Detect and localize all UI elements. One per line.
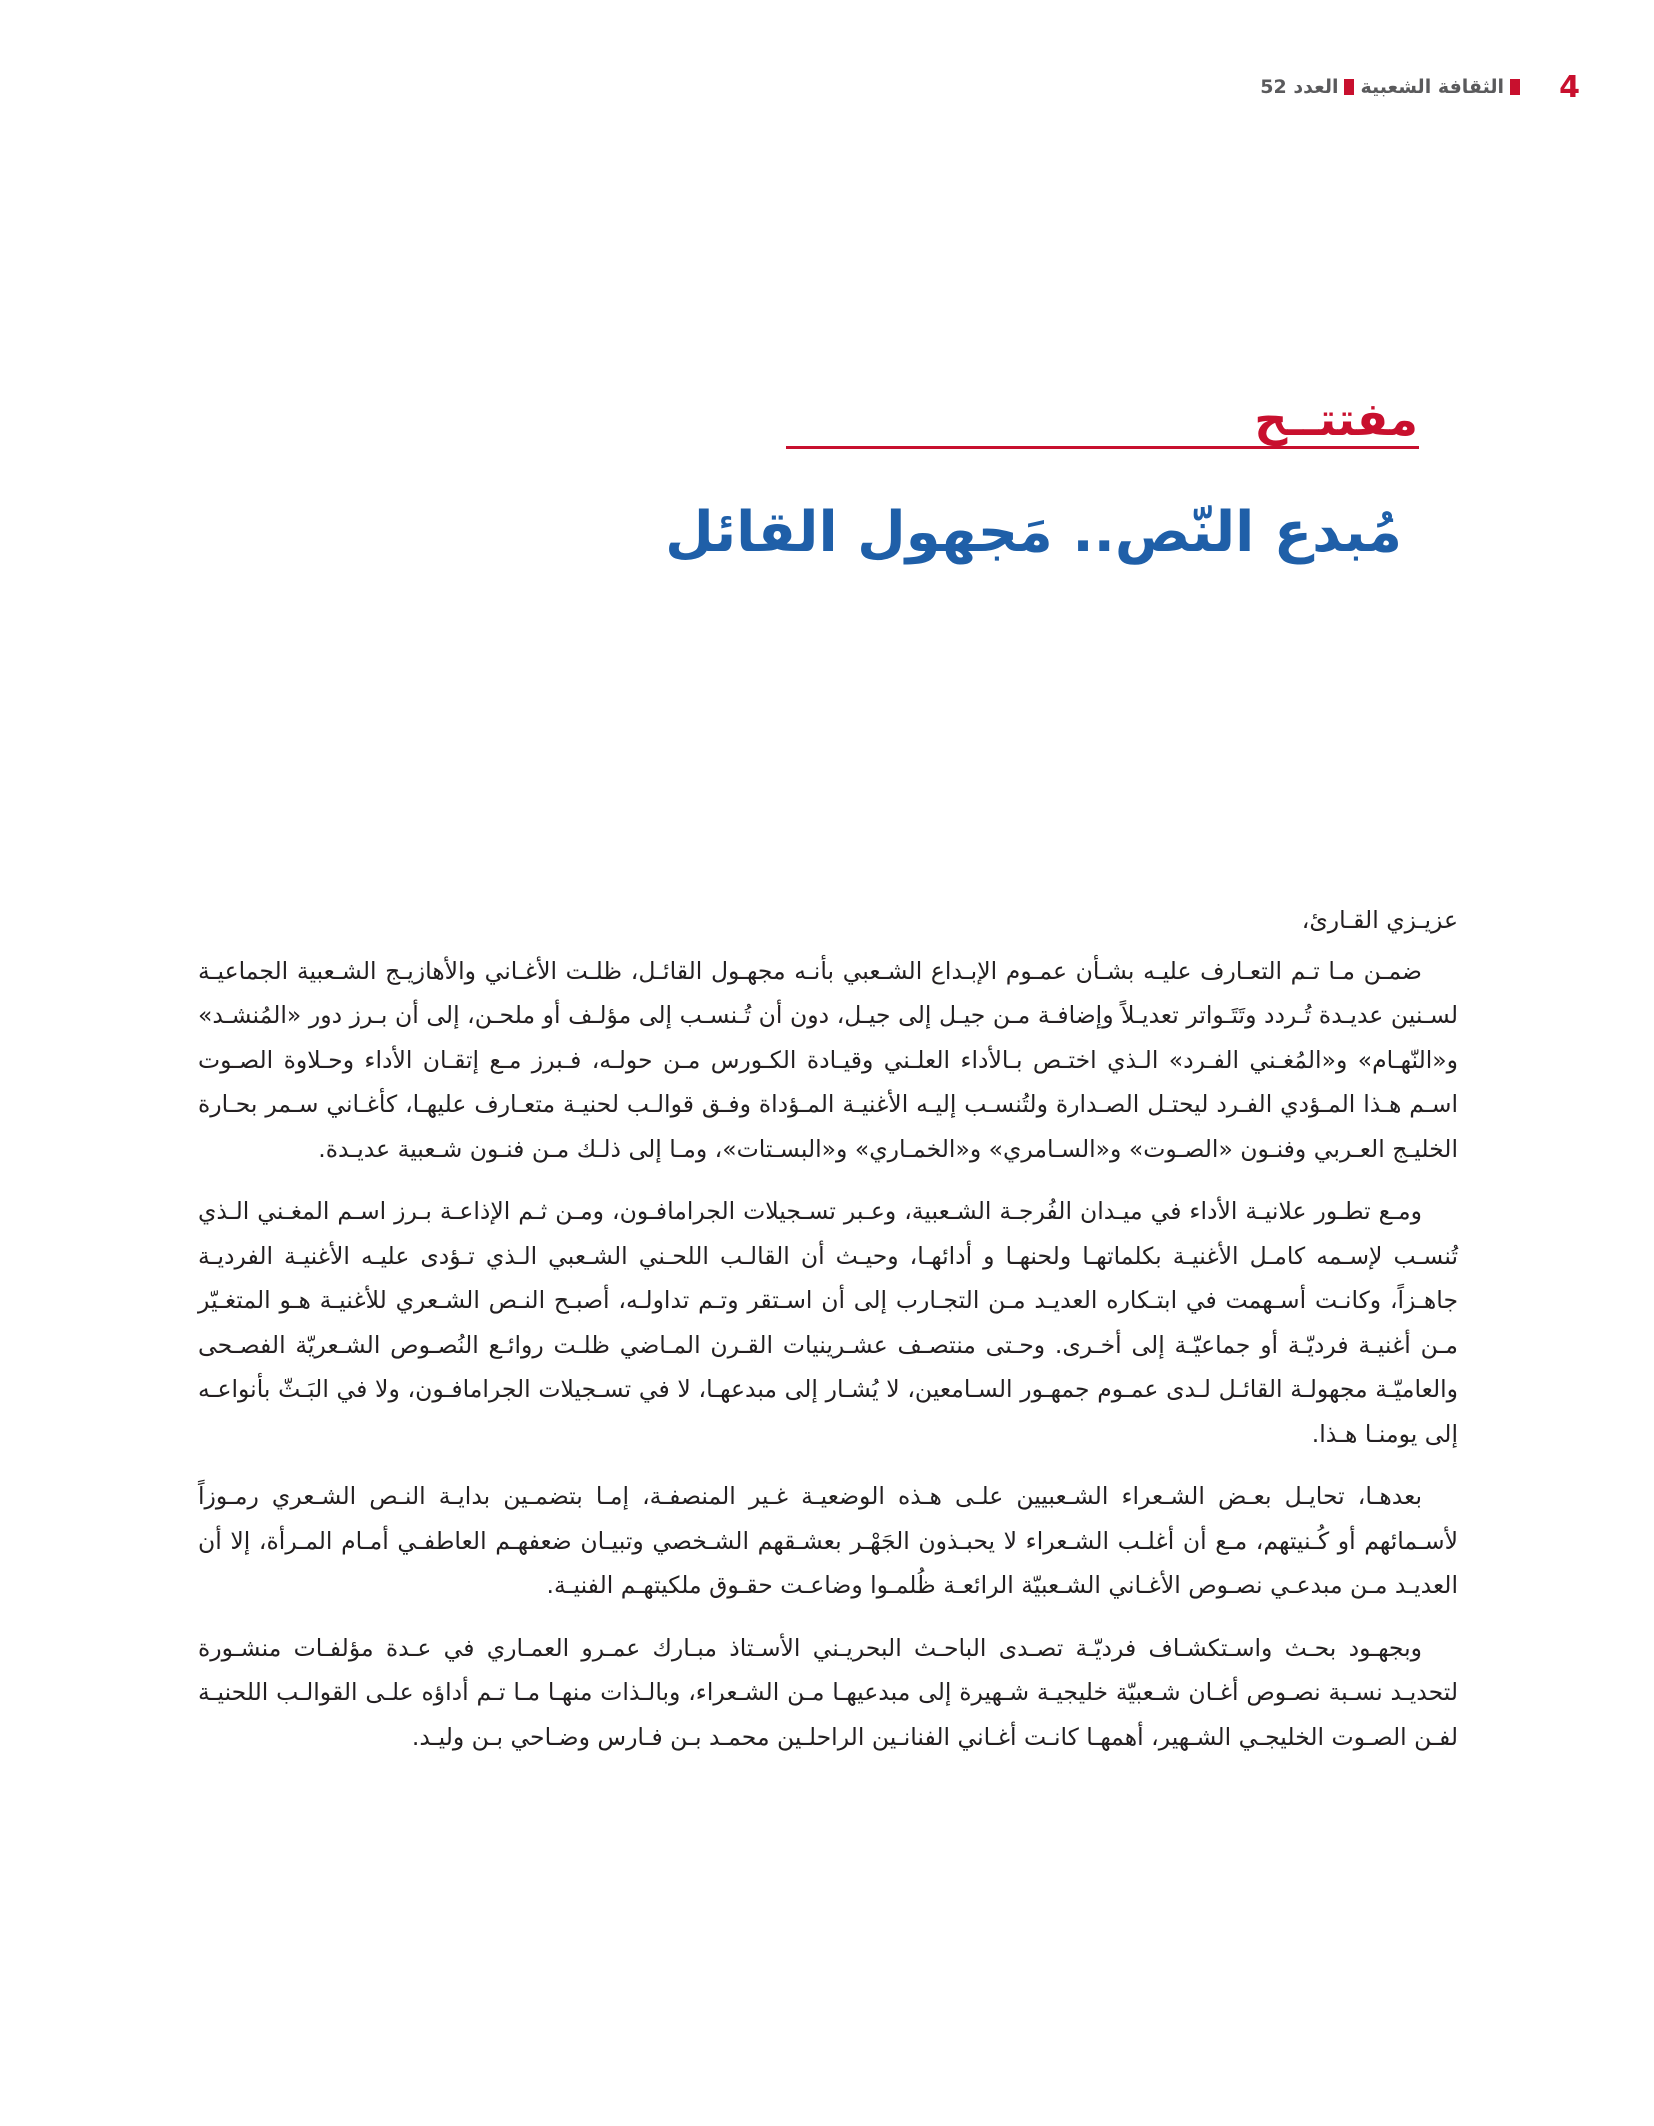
paragraph-2: ومـع تطـور علانيـة الأداء في ميـدان الفُرجـة الشـعبية، وعـبر تسـجيلات الجرامافـون، ومـن ثـم الإذاعـة بـرز اسـم المغـني الـذي تُنسـب لإسـمه كامـل الأغنيـة بكلماتهـا ولحنهـا و أدائهـا، وحيـث أن القالـب اللحـني الشـعبي الـذي تـؤدى عليـه الأغنيـة الفرديـة جاهـزاً، وكانـت أسـهمت في ابتـكاره العديـد مـن التجـارب إلى أن اسـتقر وتـم تداولـه، أصبـح النـص الشـعري للأغنيـة هـو المتغـيّر مـن أغنيـة فرديّـة أو جماعيّـة إلى أخـرى. وحـتى منتصـف عشـرينيات القـرن المـاضي ظلـت روائـع النُصـوص الشـعريّة الفصـحى والعاميّـة مجهولـة القائـل لـدى عمـوم جمهـور السـامعين، لا يُشـار إلى مبدعهـا، لا في تسـجيلات الجرامافـون، ولا في البَـثّ بأنواعـه إلى يومنـا هـذا. xyxy=(198,1197,1458,1448)
paragraph-3: بعدهـا، تحايـل بعـض الشـعراء الشـعبيين علـى هـذه الوضعيـة غـير المنصفـة، إمـا بتضمـين بدايـة النـص الشـعري رمـوزاً لأسـمائهم أو كُـنيتهم، مـع أن أغلـب الشـعراء لا يحبـذون الجَهْـر بعشـقهم الشـخصي وتبيـان ضعفهـم العاطفـي أمـام المـرأة، إلا أن العديـد مـن مبدعـي نصـوص الأغـاني الشـعبيّة الرائعـة ظُلمـوا وضاعـت حقـوق ملكيتهـم الفنيـة. xyxy=(198,1482,1458,1599)
magazine-name: الثقافة الشعبية xyxy=(1360,76,1504,98)
running-head xyxy=(1260,76,1520,98)
header-separator-square xyxy=(1344,79,1354,95)
running-header xyxy=(1150,70,1580,105)
issue-number: العدد 52 xyxy=(1260,76,1339,98)
header-marker-square xyxy=(1510,79,1520,95)
section-label: مفتتــح xyxy=(1254,392,1418,446)
article-body xyxy=(198,898,1458,1777)
article-title: مُبدع النّص.. مَجهول القائل xyxy=(665,500,1402,565)
paragraph-1: ضمـن مـا تـم التعـارف عليـه بشـأن عمـوم الإبـداع الشـعبي بأنـه مجهـول القائـل، ظلـت الأغـاني والأهازيـج الشـعبية الجماعيـة لسـنين عديـدة تُـردد وتَتَـواتر تعديـلاً وإضافـة مـن جيـل إلى جيـل، دون أن تُـنسـب إلى مؤلـف أو ملحـن، إلى أن بـرز دور «المُنشـد» و«النّهـام» و«المُغـني الفـرد» الـذي اختـص بـالأداء العلـني وقيـادة الكـورس مـن حولـه، فـبرز مـع إتقـان الأداء وحـلاوة الصـوت اسـم هـذا المـؤدي الفـرد ليحتـل الصـدارة ولتُنسـب إليـه الأغنيـة المـؤداة وفـق قوالـب لحنيـة متعـارف عليهـا، كأغـاني سـمر بحـارة الخليـج العـربي وفنـون «الصـوت» و«السـامري» و«الخمـاري» و«البسـتات»، ومـا إلى ذلـك مـن فنـون شـعبية عديـدة. xyxy=(198,956,1458,1163)
paragraph-4: وبجهـود بحـث واسـتكشـاف فرديّـة تصـدى الباحـث البحريـني الأسـتاذ مبـارك عمـرو العمـاري في عـدة مؤلفـات منشـورة لتحديـد نسـبة نصـوص أغـان شـعبيّة خليجيـة شـهيرة إلى مبدعيهـا مـن الشـعراء، وبالـذات منهـا مـا تـم أداؤه علـى القوالـب اللحنيـة لفـن الصـوت الخليجـي الشـهير، أهمهـا كانـت أغـاني الفنانـين الراحلـين محمـد بـن فـارس وضـاحي بـن وليـد. xyxy=(198,1633,1458,1751)
salutation: عزيـزي القـارئ، xyxy=(1301,906,1458,934)
section-rule xyxy=(786,446,1419,449)
page-number: 4 xyxy=(1559,70,1580,105)
